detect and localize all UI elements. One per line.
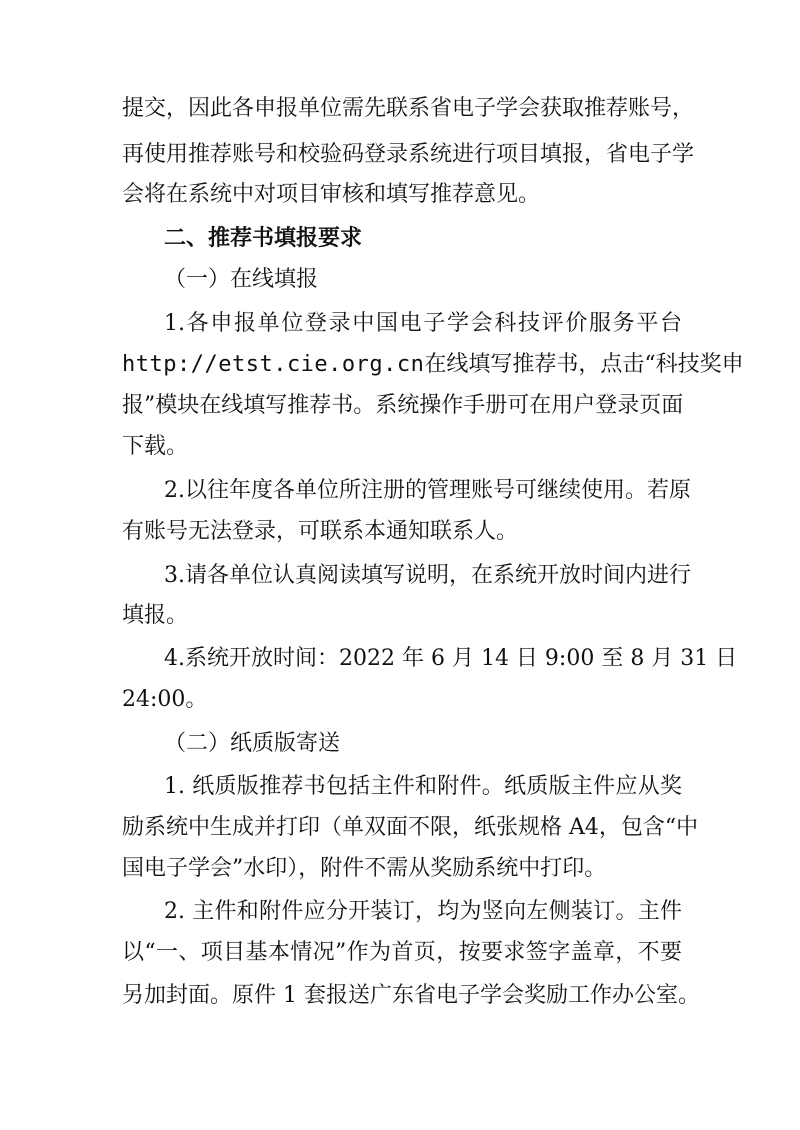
item-2-line: 有账号无法登录，可联系本通知联系人。 [122,519,519,544]
paper-1-line: 1. 纸质版推荐书包括主件和附件。纸质版主件应从奖 [164,774,682,799]
item-1-line: 报”模块在线填写推荐书。系统操作手册可在用户登录页面 [122,393,684,418]
paragraph-intro-line: 会将在系统中对项目审核和填写推荐意见。 [122,182,541,207]
item-1-line-text: 在线填写推荐书，点击“科技奖申 [424,352,744,377]
paper-1-line: 励系统中生成并打印（单双面不限，纸张规格 A4，包含“中 [122,815,699,840]
item-2-line: 2.以往年度各单位所注册的管理账号可继续使用。若原 [164,478,691,503]
item-3-line: 3.请各单位认真阅读填写说明，在系统开放时间内进行 [164,563,691,588]
item-4-line: 4.系统开放时间：2022 年 6 月 14 日 9:00 至 8 月 31 日 [164,646,738,671]
paper-2-line: 另加封面。原件 1 套报送广东省电子学会奖励工作办公室。 [122,983,700,1008]
platform-url: http://etst.cie.org.cn [122,352,425,377]
paragraph-intro-line: 再使用推荐账号和校验码登录系统进行项目填报，省电子学 [122,142,695,167]
item-1-line: 下载。 [122,434,189,459]
item-1-line: 1.各申报单位登录中国电子学会科技评价服务平台 [164,311,682,336]
item-4-line: 24:00。 [122,687,208,712]
item-3-line: 填报。 [122,603,189,628]
paper-2-line: 以“一、项目基本情况”作为首页，按要求签字盖章，不要 [122,940,682,965]
subsection-heading: （二）纸质版寄送 [164,731,341,756]
paper-2-line: 2. 主件和附件应分开装订，均为竖向左侧装订。主件 [164,899,682,924]
section-heading: 二、推荐书填报要求 [164,226,363,251]
subsection-heading: （一）在线填报 [164,267,319,292]
paper-1-line: 国电子学会”水印），附件不需从奖励系统中打印。 [122,856,607,881]
paragraph-intro-line: 提交，因此各申报单位需先联系省电子学会获取推荐账号， [122,96,695,121]
item-1-url-line [122,350,744,380]
